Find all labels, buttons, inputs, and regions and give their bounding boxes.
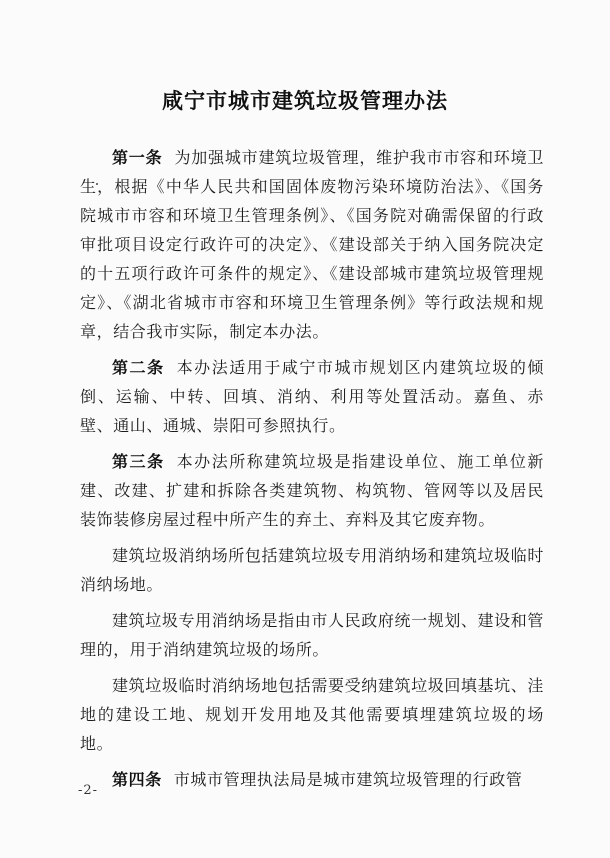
paragraph-article-3 [80,447,544,534]
paragraph-article-4 [80,765,544,794]
article-heading: 第一条 [112,148,163,167]
paragraph-disposal-sites [80,541,544,599]
article-heading: 第二条 [112,358,165,377]
article-heading: 第三条 [112,452,165,471]
paragraph-text: 建筑垃圾专用消纳场是指由市人民政府统一规划、建设和管理的，用于消纳建筑垃圾的场所。 [80,611,544,659]
paragraph-temporary-site [80,671,544,758]
page-title: 咸宁市城市建筑垃圾管理办法 [162,89,448,113]
article-text: 本办法适用于咸宁市城市规划区内建筑垃圾的倾倒、运输、中转、回填、消纳、利用等处置活动。嘉鱼、赤壁、通山、通城、崇阳可参照执行。 [80,358,544,435]
document-body [80,143,544,801]
paragraph-article-2 [80,353,544,440]
article-text: 市城市管理执法局是城市建筑垃圾管理的行政管 [173,770,523,789]
article-text: 为加强城市建筑垃圾管理，维护我市市容和环境卫生，根据《中华人民共和国固体废物污染环境防治法》、《国务院城市市容和环境卫生管理条例》、《国务院对确需保留的行政审批项目设定行政许可的决定》、《建设部关于纳入国务院决定的十五项行政许可条件的规定》、《建设部城市建筑垃圾管理规定》、《湖北省城市市容和环境卫生管理条例》等行政法规和规章，结合我市实际，制定本办法。 [80,148,544,341]
paragraph-article-1 [80,143,544,346]
page-number: -2- [78,783,99,798]
paragraph-text: 建筑垃圾消纳场所包括建筑垃圾专用消纳场和建筑垃圾临时消纳场地。 [80,546,544,594]
article-heading: 第四条 [112,770,162,789]
paragraph-text: 建筑垃圾临时消纳场地包括需要受纳建筑垃圾回填基坑、洼地的建设工地、规划开发用地及其他需要填埋建筑垃圾的场地。 [80,676,544,753]
article-text: 本办法所称建筑垃圾是指建设单位、施工单位新建、改建、扩建和拆除各类建筑物、构筑物、管网等以及居民装饰装修房屋过程中所产生的弃土、弃料及其它废弃物。 [80,452,544,529]
paragraph-dedicated-site [80,606,544,664]
